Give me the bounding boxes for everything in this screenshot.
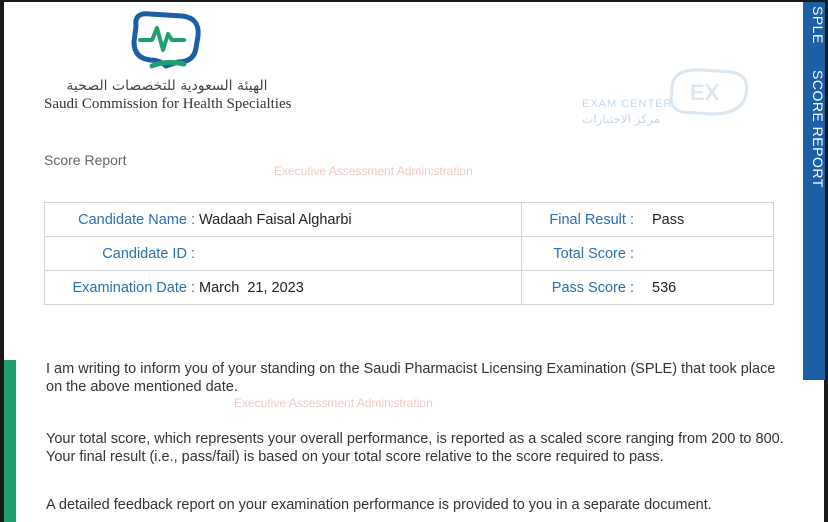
table-row [45, 237, 774, 271]
side-banner-right: SCORE REPORT [810, 69, 826, 188]
side-banner-text [802, 6, 826, 378]
admin-watermark: Executive Assessment Administration [234, 396, 433, 410]
exam-center-watermark-arabic: مركز الاختبارات [582, 112, 661, 126]
green-accent-bar [4, 360, 16, 522]
candidate-name-value: Wadaah Faisal Algharbi [199, 211, 352, 228]
report-title: Score Report [44, 152, 127, 168]
candidate-name-label: Candidate Name : [78, 211, 195, 228]
admin-watermark: Executive Assessment Administration [274, 164, 473, 178]
side-banner-left: SPLE [810, 6, 826, 44]
feedback-paragraph: A detailed feedback report on your examination performance is provided to you in a separate document. [46, 497, 712, 513]
score-report-page [4, 2, 824, 522]
scfhs-logo-icon [126, 8, 208, 70]
org-name-english: Saudi Commission for Health Specialties [44, 96, 292, 112]
pass-score-label: Pass Score : [551, 279, 634, 296]
table-row [45, 271, 774, 305]
exam-date-value: March 21, 2023 [199, 279, 304, 296]
final-result-value: Pass [652, 211, 685, 228]
svg-text:EX: EX [690, 80, 720, 105]
pass-score-value: 536 [652, 279, 677, 296]
exam-date-label: Examination Date : [72, 279, 195, 296]
score-explanation-paragraph: Your total score, which represents your overall performance, is reported as a scaled score ranging from 200 to 800. Your final result (i.e., pass/fail) is based on your total score relative to the score required to pass. [46, 431, 784, 465]
intro-paragraph: I am writing to inform you of your standing on the Saudi Pharmacist Licensing Examination (SPLE) that took place on the above mentioned date. [46, 361, 776, 395]
total-score-label: Total Score : [553, 245, 634, 262]
org-name-arabic: الهيئة السعودية للتخصصات الصحية [66, 78, 268, 94]
candidate-info-table [44, 202, 774, 305]
final-result-label: Final Result : [549, 211, 634, 228]
table-row [45, 203, 774, 237]
exam-center-watermark-text: EXAM CENTER [582, 98, 673, 110]
candidate-id-label: Candidate ID : [102, 245, 195, 262]
